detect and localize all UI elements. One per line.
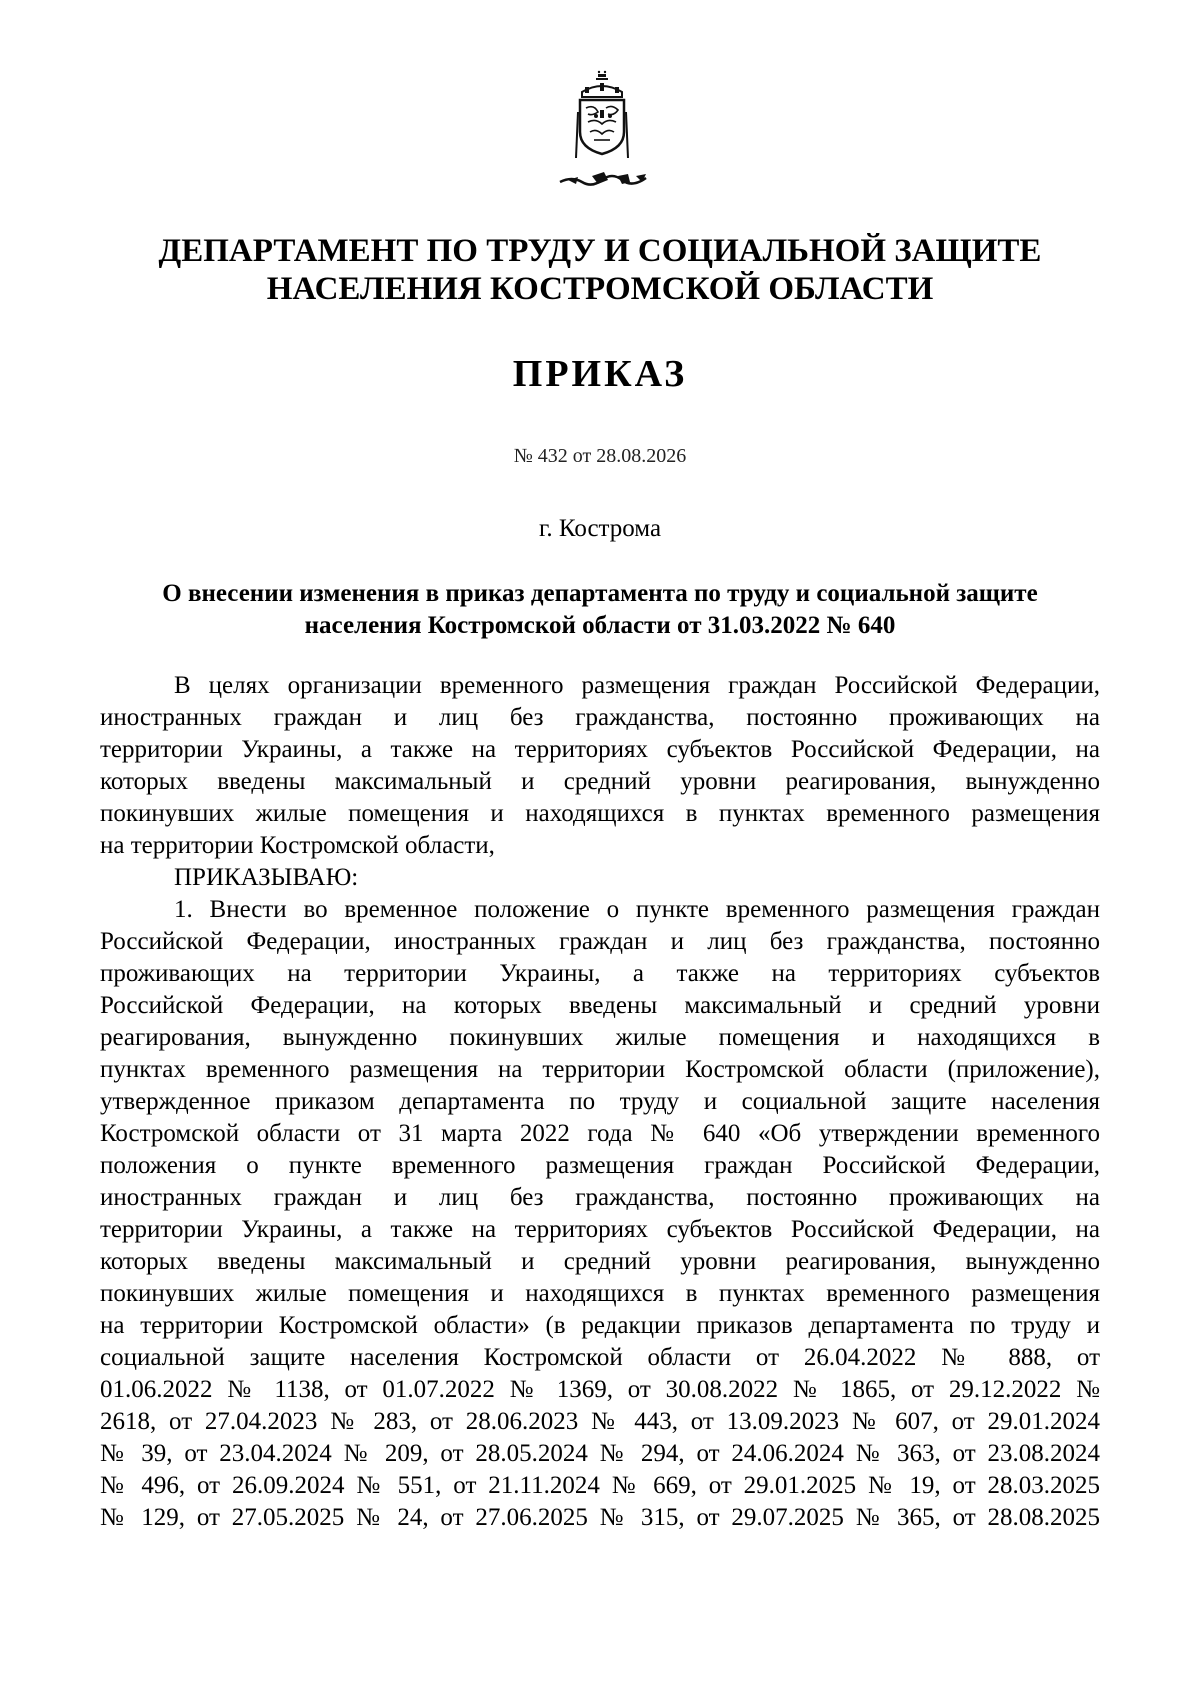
clause-line: № 39, от 23.04.2024 № 209, от 28.05.2024 № 294, от 24.06.2024 № 363, от 23.08.2024 xyxy=(100,1440,1100,1467)
department-title-line-1: ДЕПАРТАМЕНТ ПО ТРУДУ И СОЦИАЛЬНОЙ ЗАЩИТЕ xyxy=(158,233,1042,269)
order-subject xyxy=(110,578,1090,642)
clause-line: 01.06.2022 № 1138, от 01.07.2022 № 1369, от 30.08.2022 № 1865, от 29.12.2022 № xyxy=(100,1376,1100,1403)
clause-line: социальной защите населения Костромской области от 26.04.2022 № 888, от xyxy=(100,1344,1100,1371)
clause-line: № 496, от 26.09.2024 № 551, от 21.11.2024 № 669, от 29.01.2025 № 19, от 28.03.2025 xyxy=(100,1472,1100,1499)
clause-line: иностранных граждан и лиц без гражданства, постоянно проживающих на xyxy=(100,1184,1100,1211)
preamble-line: покинувших жилые помещения и находящихся в пунктах временного размещения xyxy=(100,800,1100,827)
clause-line: 2618, от 27.04.2023 № 283, от 28.06.2023 № 443, от 13.09.2023 № 607, от 29.01.2024 xyxy=(100,1408,1100,1435)
preamble-line: которых введены максимальный и средний уровни реагирования, вынужденно xyxy=(100,768,1100,795)
clause-line: положения о пункте временного размещения граждан Российской Федерации, xyxy=(100,1152,1100,1179)
preamble-line: иностранных граждан и лиц без гражданства, постоянно проживающих на xyxy=(100,704,1100,731)
city-line: г. Кострома xyxy=(538,515,662,542)
preamble-paragraph xyxy=(100,670,1100,862)
coat-of-arms-icon xyxy=(552,70,652,200)
order-directive: ПРИКАЗЫВАЮ: xyxy=(174,864,359,891)
clause-line: Российской Федерации, на которых введены максимальный и средний уровни xyxy=(100,992,1100,1019)
clause-line: покинувших жилые помещения и находящихся в пунктах временного размещения xyxy=(100,1280,1100,1307)
clause-line: пунктах временного размещения на территории Костромской области (приложение), xyxy=(100,1056,1100,1083)
department-title-line-2: НАСЕЛЕНИЯ КОСТРОМСКОЙ ОБЛАСТИ xyxy=(266,271,934,307)
clause-line: на территории Костромской области» (в редакции приказов департамента по труду и xyxy=(100,1312,1100,1339)
preamble-line: территории Украины, а также на территориях субъектов Российской Федерации, на xyxy=(100,736,1100,763)
clause-line: которых введены максимальный и средний уровни реагирования, вынужденно xyxy=(100,1248,1100,1275)
clause-line: территории Украины, а также на территориях субъектов Российской Федерации, на xyxy=(100,1216,1100,1243)
preamble-line: на территории Костромской области, xyxy=(100,832,495,859)
clause-line: 1. Внести во временное положение о пункте временного размещения граждан xyxy=(174,896,1100,923)
clause-line: реагирования, вынужденно покинувших жилые помещения и находящихся в xyxy=(100,1024,1100,1051)
clause-1-paragraph xyxy=(100,894,1100,1534)
clause-line: проживающих на территории Украины, а также на территориях субъектов xyxy=(100,960,1100,987)
order-subject-line-2: населения Костромской области от 31.03.2022 № 640 xyxy=(304,612,896,639)
clause-line: Костромской области от 31 марта 2022 года № 640 «Об утверждении временного xyxy=(100,1120,1100,1147)
clause-line: № 129, от 27.05.2025 № 24, от 27.06.2025 № 315, от 29.07.2025 № 365, от 28.08.2025 xyxy=(100,1504,1100,1531)
order-number-line: № 432 от 28.08.2026 xyxy=(513,445,687,467)
department-title xyxy=(100,232,1100,308)
clause-line: Российской Федерации, иностранных граждан и лиц без гражданства, постоянно xyxy=(100,928,1100,955)
preamble-line: В целях организации временного размещения граждан Российской Федерации, xyxy=(174,672,1100,699)
order-subject-line-1: О внесении изменения в приказ департамента по труду и социальной защите xyxy=(162,580,1038,607)
order-body xyxy=(100,670,1100,1534)
document-type-heading: ПРИКАЗ xyxy=(512,353,688,395)
clause-line: утвержденное приказом департамента по труду и социальной защите населения xyxy=(100,1088,1100,1115)
